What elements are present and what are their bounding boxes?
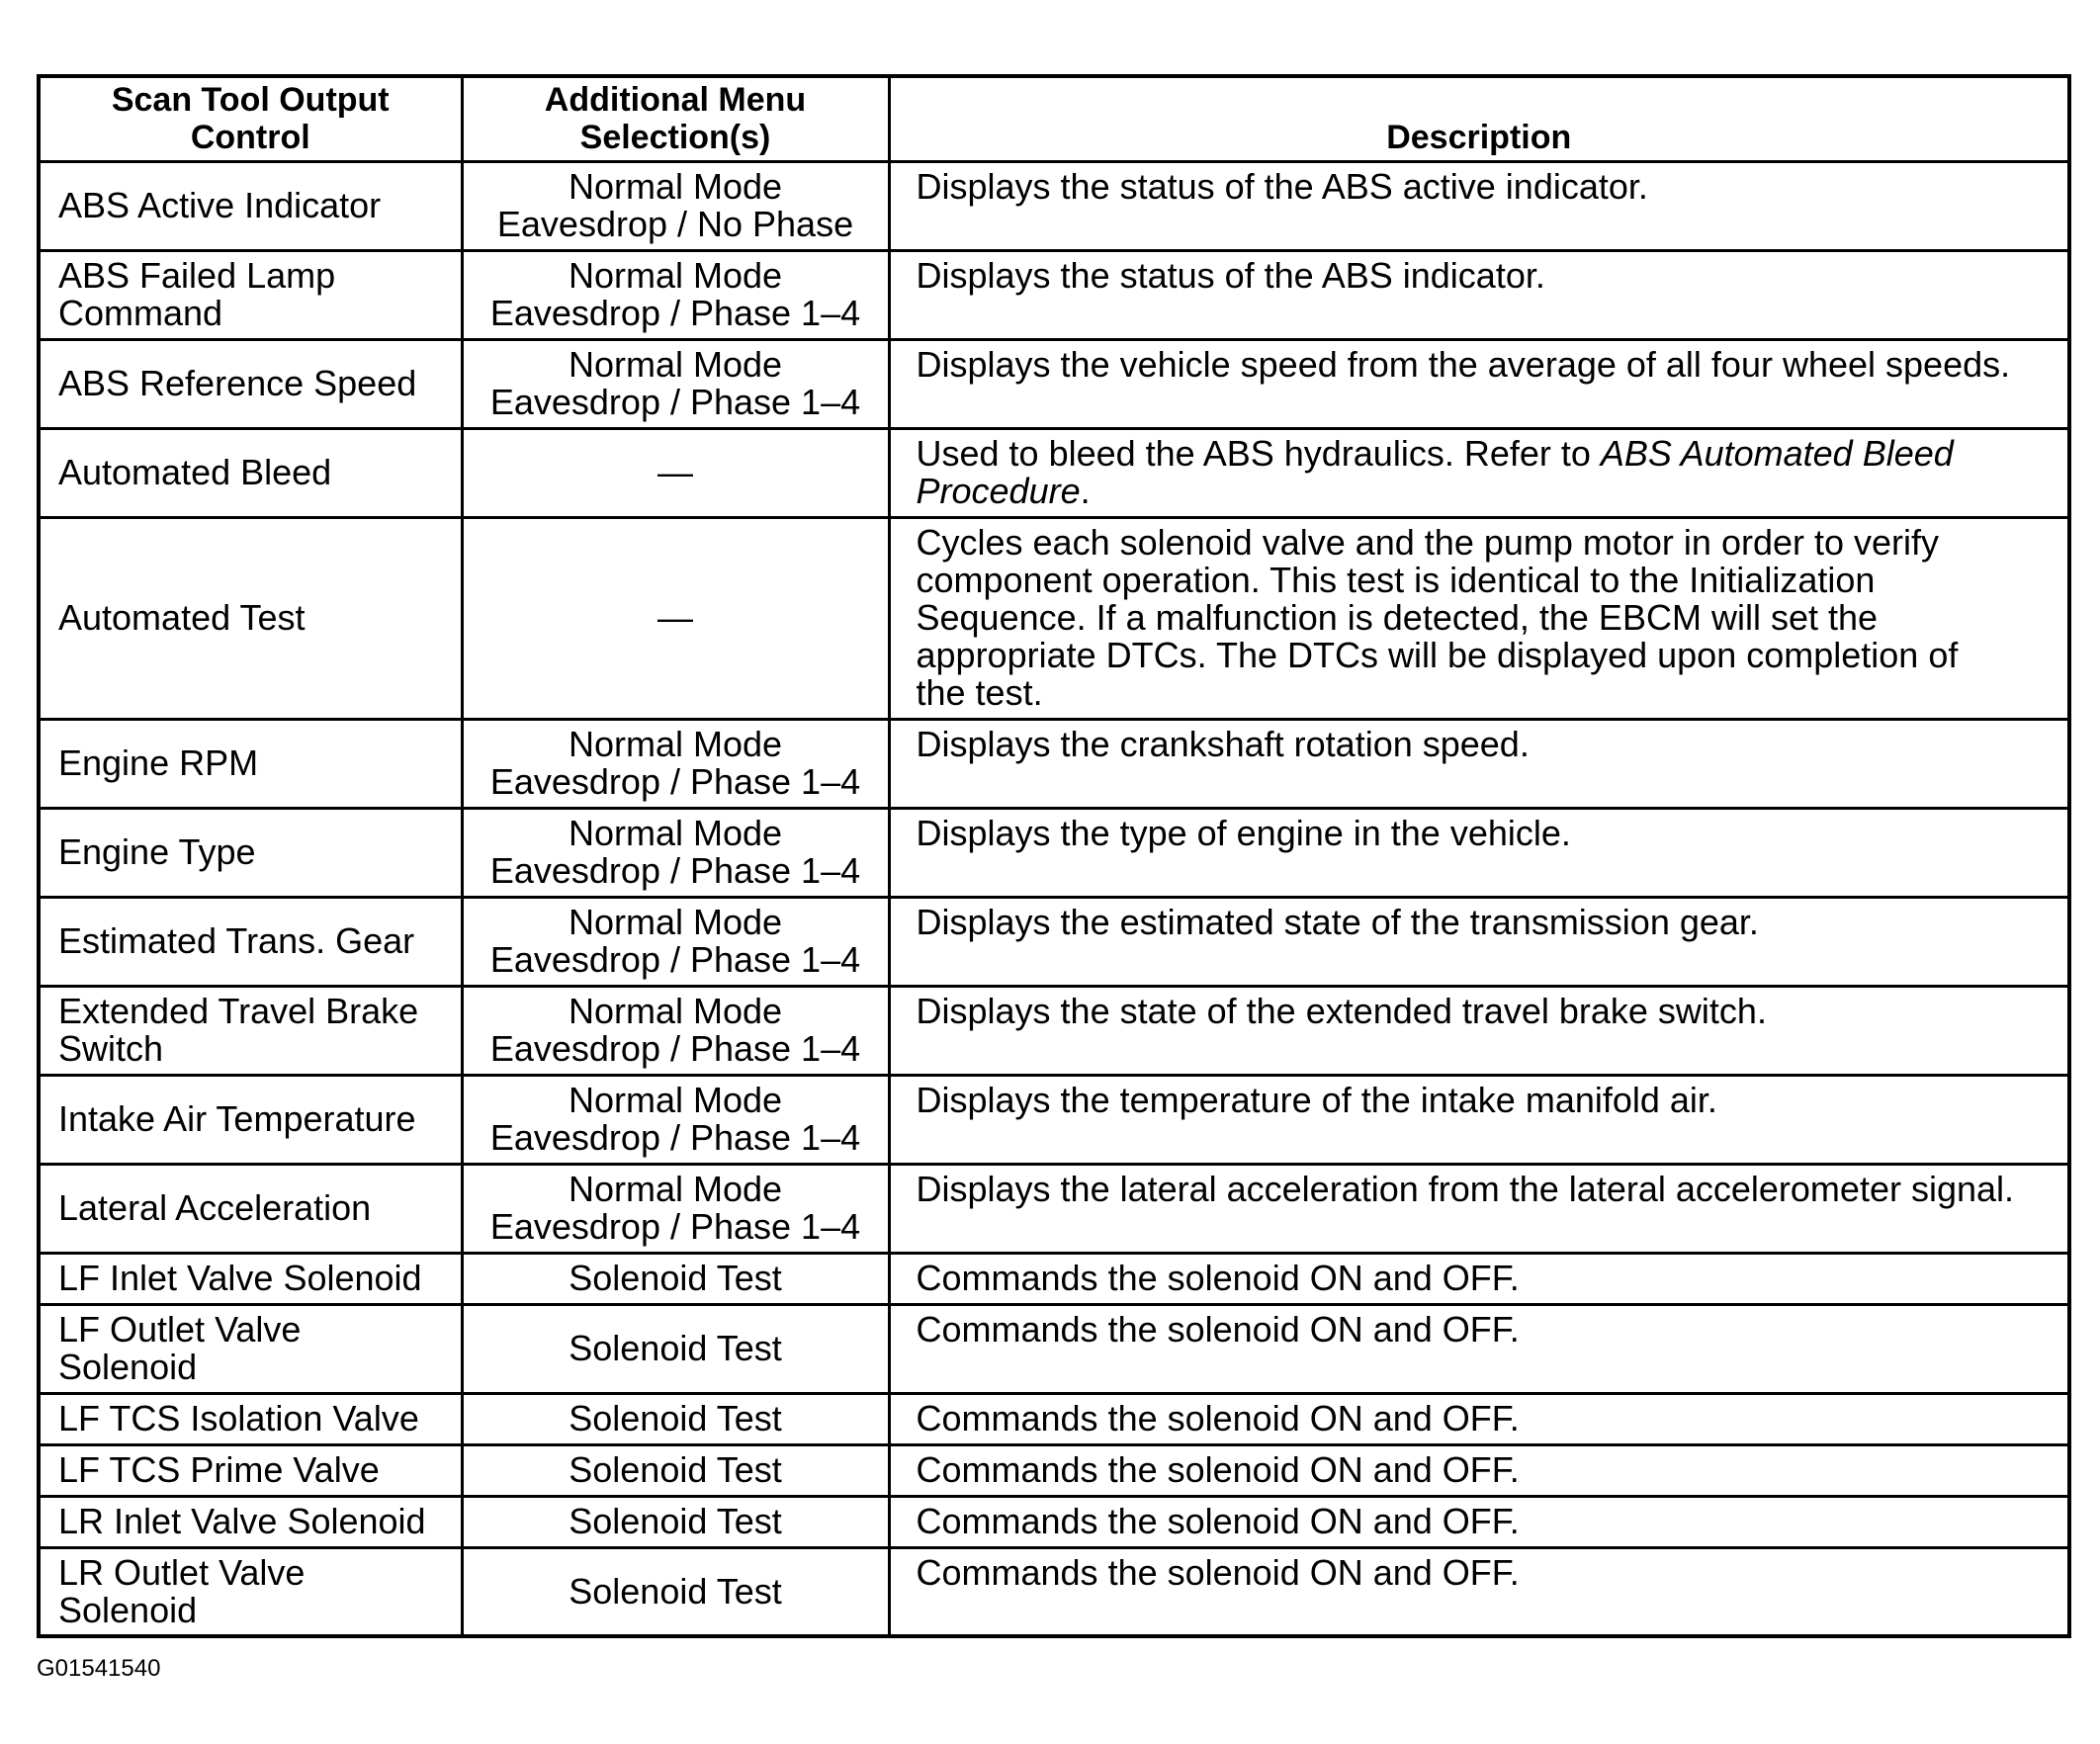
scan-tool-table-container [37, 74, 2067, 1638]
control-text: Command [58, 293, 223, 333]
control-cell [39, 1304, 462, 1393]
menu-text: Normal Mode [568, 902, 783, 942]
menu-cell [462, 428, 889, 517]
control-text: Automated Test [58, 597, 306, 638]
menu-text: Solenoid Test [569, 1398, 782, 1439]
scan-tool-output-control-table [37, 74, 2071, 1638]
figure-id: G01541540 [37, 1655, 161, 1682]
control-cell [39, 1496, 462, 1547]
control-cell [39, 1444, 462, 1496]
menu-cell [462, 161, 889, 250]
description-cell: Displays the vehicle speed from the average of all four wheel speeds. [889, 339, 2069, 428]
menu-text: Eavesdrop / Phase 1–4 [489, 939, 861, 980]
menu-text: Eavesdrop / Phase 1–4 [489, 382, 861, 422]
menu-text: Normal Mode [568, 344, 783, 385]
description-cell [889, 517, 2069, 719]
control-text: LR Inlet Valve Solenoid [58, 1501, 426, 1541]
control-cell [39, 339, 462, 428]
description-cell: Commands the solenoid ON and OFF. [889, 1304, 2069, 1393]
description-cell: Commands the solenoid ON and OFF. [889, 1444, 2069, 1496]
control-text: Switch [58, 1028, 164, 1069]
control-text: Engine Type [58, 831, 256, 872]
control-cell [39, 161, 462, 250]
menu-text: Normal Mode [568, 255, 783, 296]
menu-cell [462, 808, 889, 897]
control-text: ABS Active Indicator [58, 185, 382, 225]
menu-cell [462, 517, 889, 719]
menu-text: Normal Mode [568, 724, 783, 764]
header-control-line-1: Scan Tool Output [111, 81, 390, 120]
control-text: Lateral Acceleration [58, 1187, 372, 1228]
table-row [39, 428, 2069, 517]
control-text: LR Outlet Valve [58, 1551, 306, 1593]
description-line [916, 470, 2045, 511]
table-row [39, 161, 2069, 250]
menu-cell [462, 1075, 889, 1164]
control-text: LF Outlet Valve [58, 1309, 302, 1350]
description-line [916, 432, 2045, 474]
table-row [39, 250, 2069, 339]
description-cell: Commands the solenoid ON and OFF. [889, 1496, 2069, 1547]
procedure-reference: ABS Automated Bleed [1600, 432, 1954, 474]
menu-text: Normal Mode [568, 1169, 783, 1209]
control-cell [39, 719, 462, 808]
description-cell: Commands the solenoid ON and OFF. [889, 1547, 2069, 1636]
table-row [39, 1393, 2069, 1444]
table-row [39, 1253, 2069, 1304]
menu-text: Solenoid Test [569, 1449, 782, 1490]
control-text: Engine RPM [58, 742, 259, 783]
menu-text: Solenoid Test [569, 1501, 782, 1541]
control-cell [39, 897, 462, 986]
description-cell: Displays the lateral acceleration from the lateral accelerometer signal. [889, 1164, 2069, 1253]
table-row [39, 1304, 2069, 1393]
description-cell: Commands the solenoid ON and OFF. [889, 1253, 2069, 1304]
menu-dash: — [657, 452, 693, 492]
control-cell [39, 250, 462, 339]
control-cell [39, 986, 462, 1075]
description-cell: Displays the status of the ABS indicator. [889, 250, 2069, 339]
menu-cell [462, 986, 889, 1075]
control-cell [39, 1547, 462, 1636]
menu-cell [462, 897, 889, 986]
description-cell: Commands the solenoid ON and OFF. [889, 1393, 2069, 1444]
menu-text: Solenoid Test [569, 1258, 782, 1298]
control-text: LF TCS Isolation Valve [58, 1398, 419, 1439]
menu-text: Solenoid Test [569, 1328, 782, 1368]
table-row [39, 1496, 2069, 1547]
procedure-reference: Procedure [916, 470, 1081, 511]
menu-text: Eavesdrop / Phase 1–4 [489, 761, 861, 802]
menu-cell [462, 1496, 889, 1547]
control-cell [39, 1253, 462, 1304]
header-scan-tool-output-control [39, 76, 462, 161]
menu-text: Eavesdrop / Phase 1–4 [489, 1117, 861, 1158]
control-text: Extended Travel Brake [58, 991, 419, 1031]
menu-cell [462, 1393, 889, 1444]
table-row [39, 897, 2069, 986]
menu-cell [462, 1253, 889, 1304]
control-cell [39, 428, 462, 517]
menu-text: Normal Mode [568, 166, 783, 207]
table-row [39, 517, 2069, 719]
table-row [39, 986, 2069, 1075]
control-text: Automated Bleed [58, 452, 332, 492]
control-cell [39, 1075, 462, 1164]
table-row [39, 1444, 2069, 1496]
control-text: Solenoid [58, 1589, 198, 1630]
menu-cell [462, 250, 889, 339]
description-line: Sequence. If a malfunction is detected, the EBCM will set the [916, 596, 1879, 638]
description-text: . [1080, 470, 1091, 511]
description-cell: Displays the crankshaft rotation speed. [889, 719, 2069, 808]
control-cell [39, 1164, 462, 1253]
menu-text: Eavesdrop / No Phase [496, 204, 854, 244]
menu-text: Eavesdrop / Phase 1–4 [489, 293, 861, 333]
table-row [39, 1164, 2069, 1253]
header-additional-menu-selections [462, 76, 889, 161]
menu-cell [462, 1547, 889, 1636]
menu-text: Eavesdrop / Phase 1–4 [489, 850, 861, 891]
menu-text: Normal Mode [568, 813, 783, 853]
table-row [39, 339, 2069, 428]
control-cell [39, 1393, 462, 1444]
menu-text: Normal Mode [568, 991, 783, 1031]
description-cell: Displays the estimated state of the transmission gear. [889, 897, 2069, 986]
control-text: Intake Air Temperature [58, 1098, 416, 1139]
menu-dash: — [657, 597, 693, 638]
table-header-row [39, 76, 2069, 161]
control-text: Estimated Trans. Gear [58, 920, 415, 961]
menu-cell [462, 719, 889, 808]
menu-cell [462, 339, 889, 428]
control-text: LF Inlet Valve Solenoid [58, 1258, 422, 1298]
description-cell: Displays the state of the extended travel brake switch. [889, 986, 2069, 1075]
menu-cell [462, 1164, 889, 1253]
description-line: Cycles each solenoid valve and the pump motor in order to verify [916, 521, 1940, 563]
description-cell: Displays the temperature of the intake manifold air. [889, 1075, 2069, 1164]
control-cell [39, 808, 462, 897]
control-cell [39, 517, 462, 719]
description-cell [889, 428, 2069, 517]
description-cell: Displays the status of the ABS active indicator. [889, 161, 2069, 250]
table-row [39, 1075, 2069, 1164]
control-text: ABS Failed Lamp [58, 255, 336, 296]
menu-cell [462, 1444, 889, 1496]
control-text: LF TCS Prime Valve [58, 1449, 380, 1490]
description-line: appropriate DTCs. The DTCs will be displayed upon completion of [916, 634, 1959, 675]
description-cell: Displays the type of engine in the vehicle. [889, 808, 2069, 897]
menu-text: Solenoid Test [569, 1570, 782, 1612]
header-menu-line-1: Additional Menu [544, 81, 807, 120]
header-description: Description [889, 76, 2069, 161]
control-text: Solenoid [58, 1347, 198, 1387]
description-line: the test. [916, 671, 1043, 713]
menu-text: Eavesdrop / Phase 1–4 [489, 1206, 861, 1247]
table-row [39, 1547, 2069, 1636]
table-row [39, 719, 2069, 808]
menu-text: Eavesdrop / Phase 1–4 [489, 1028, 861, 1069]
menu-text: Normal Mode [568, 1080, 783, 1120]
header-menu-line-2: Selection(s) [579, 119, 771, 157]
description-line: component operation. This test is identical to the Initialization [916, 559, 1876, 600]
header-control-line-2: Control [190, 119, 310, 157]
description-text: Used to bleed the ABS hydraulics. Refer to [916, 432, 1601, 474]
table-row [39, 808, 2069, 897]
control-text: ABS Reference Speed [58, 363, 417, 403]
menu-cell [462, 1304, 889, 1393]
